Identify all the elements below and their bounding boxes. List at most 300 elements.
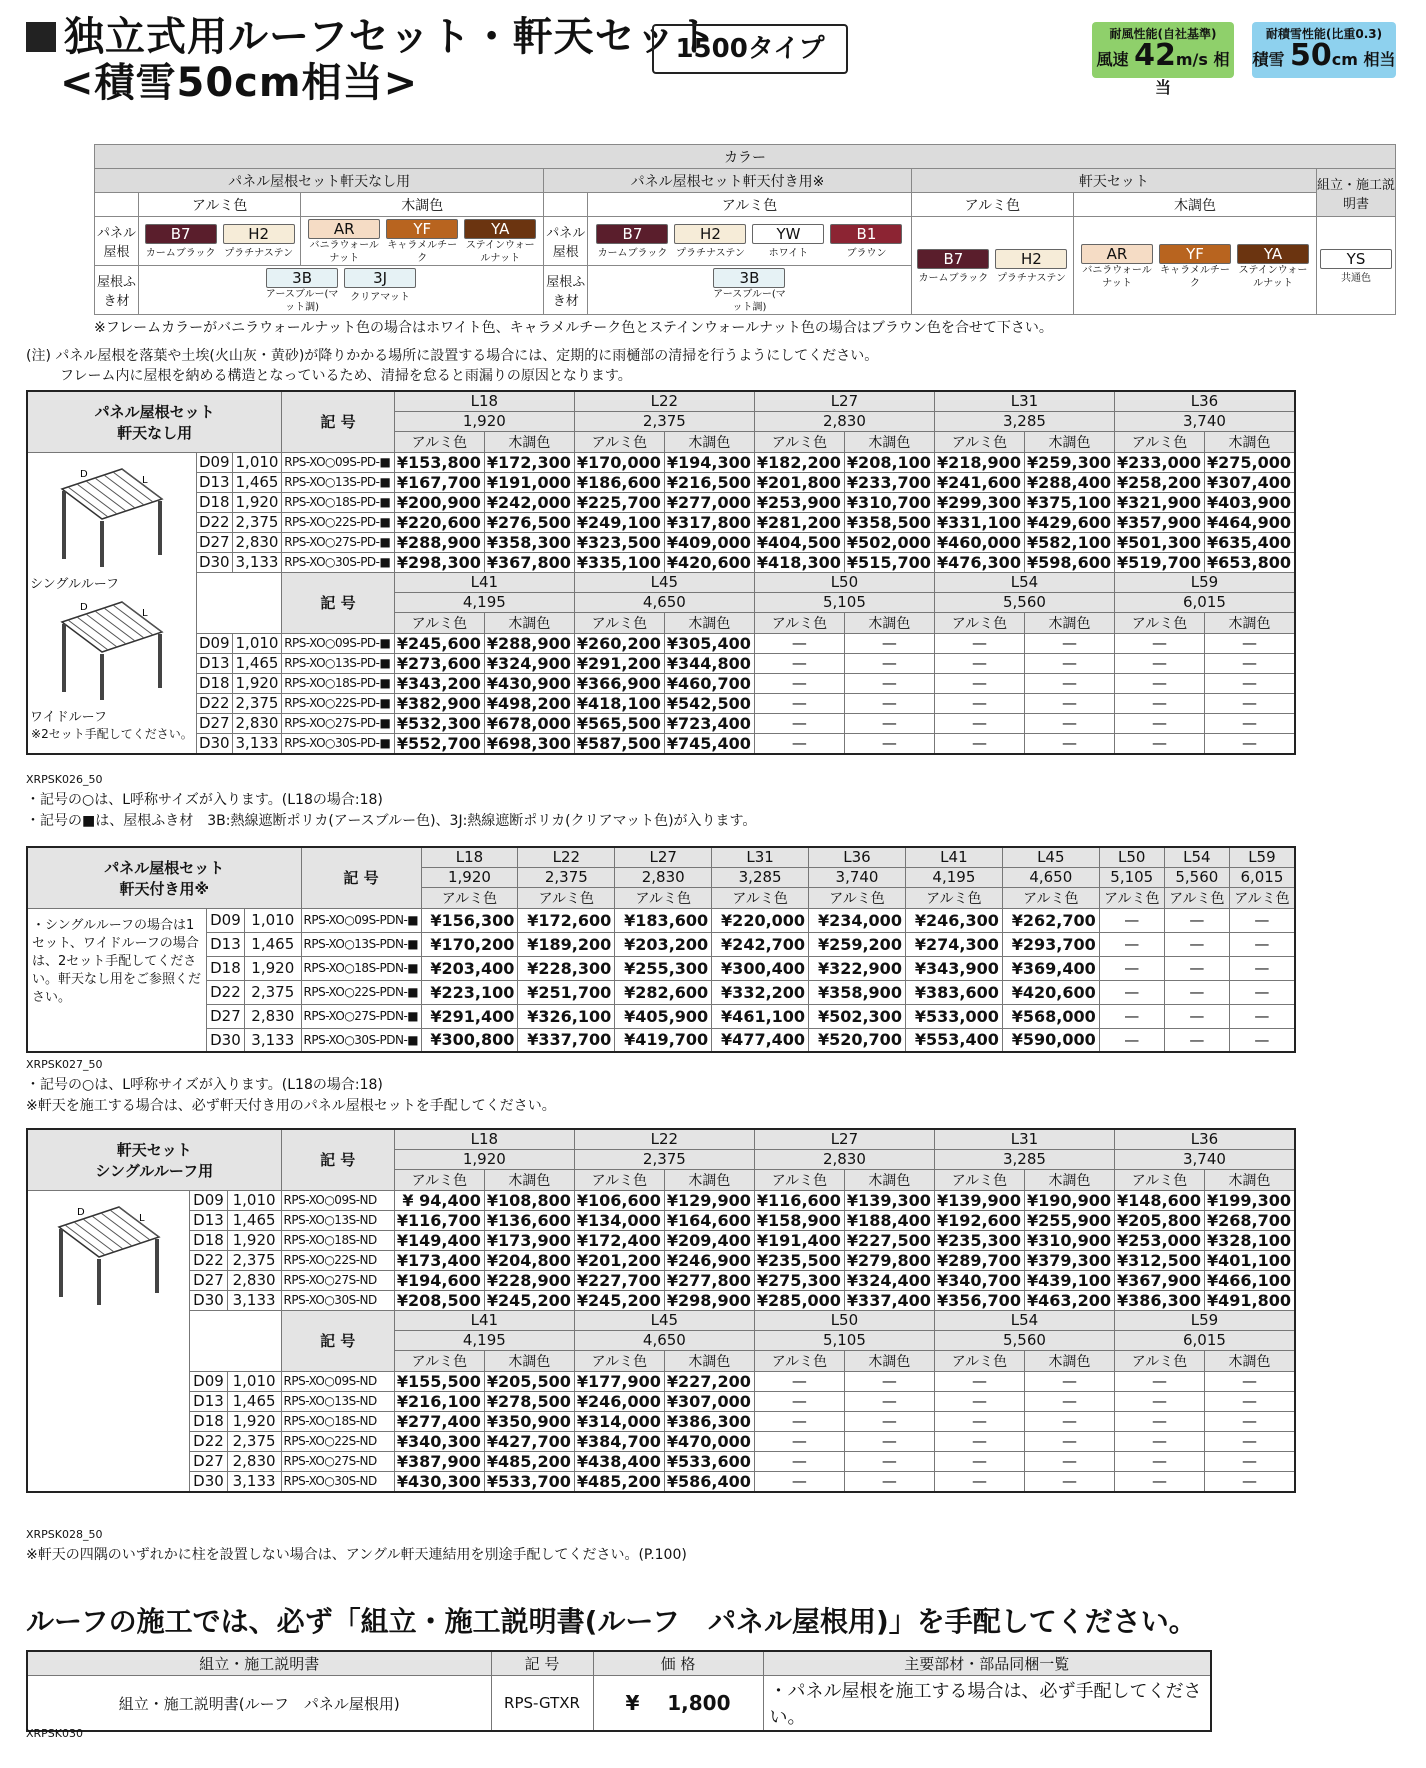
alumi-head: アルミ色: [905, 887, 1002, 908]
table1-note1: ・記号の○は、L呼称サイズが入ります。(L18の場合:18): [26, 792, 383, 808]
alumi-head: アルミ色: [1114, 431, 1204, 452]
d-mm: 1,465: [232, 472, 281, 492]
row-roof-label-2: 屋根ふき材: [544, 266, 588, 315]
l-mm: 3,740: [1114, 411, 1295, 431]
color-table-title: カラー: [95, 145, 1396, 169]
d-mm: 1,920: [232, 673, 281, 693]
l-head: L36: [1114, 1129, 1295, 1149]
price-cell: ¥430,900: [484, 673, 574, 693]
price-cell: —: [1164, 980, 1229, 1004]
price-cell: ¥209,400: [664, 1230, 754, 1250]
price-cell: ¥430,300: [394, 1471, 484, 1492]
price-cell: ¥194,300: [664, 452, 754, 472]
price-cell: ¥586,400: [664, 1471, 754, 1492]
swatch-yw: YW: [752, 224, 824, 244]
price-cell: ¥255,300: [615, 956, 712, 980]
l-mm: 2,830: [615, 867, 712, 887]
row-panel-label: パネル屋根: [95, 217, 139, 266]
color-group2: パネル屋根セット軒天付き用※: [544, 169, 912, 193]
product-code: RPS-XO○22S-PDN-■: [301, 980, 421, 1004]
price-cell: —: [754, 633, 844, 653]
manual-col2: 記 号: [491, 1651, 593, 1676]
price-cell: —: [1229, 1004, 1295, 1028]
price-cell: ¥189,200: [518, 932, 615, 956]
l-head: L45: [574, 1310, 754, 1330]
d-code: D30: [206, 1028, 244, 1052]
svg-text:L: L: [141, 474, 148, 486]
table1-note2: ・記号の■は、屋根ふき材 3B:熱線遮断ポリカ(アースブルー色)、3J:熱線遮断ポリカ(クリアマット色)が入ります。: [26, 813, 757, 829]
price-cell: ¥227,200: [664, 1371, 754, 1391]
swatch-ar: AR: [308, 219, 380, 239]
price-cell: ¥358,300: [484, 532, 574, 552]
price-cell: —: [1164, 1028, 1229, 1052]
kigo-head: 記 号: [282, 391, 395, 452]
price-cell: —: [1024, 1391, 1114, 1411]
price-cell: —: [1114, 1391, 1204, 1411]
price-cell: ¥324,900: [484, 653, 574, 673]
g2-alumi-swatches: [588, 217, 912, 266]
price-cell: ¥470,000: [664, 1431, 754, 1451]
manual-price: 1,800: [667, 1691, 731, 1715]
d-mm: 3,133: [227, 1290, 281, 1310]
d-code: D22: [196, 512, 232, 532]
l-head: L31: [712, 847, 809, 867]
d-code: D27: [190, 1270, 227, 1290]
price-cell: —: [754, 1431, 844, 1451]
price-cell: ¥259,300: [1024, 452, 1114, 472]
snow-performance-badge: [1252, 22, 1396, 78]
table2-code: XRPSK027_50: [26, 1058, 103, 1071]
swatch-name: カームブラック: [597, 248, 668, 259]
product-code: RPS-XO○09S-ND: [281, 1190, 394, 1210]
price-cell: ¥723,400: [664, 713, 754, 733]
price-cell: ¥116,700: [394, 1210, 484, 1230]
price-cell: ¥427,700: [484, 1431, 574, 1451]
d-code: D22: [206, 980, 244, 1004]
price-cell: ¥228,300: [518, 956, 615, 980]
d-mm: 2,375: [245, 980, 301, 1004]
swatch-name: ステインウォールナット: [1238, 264, 1308, 289]
row-roof-label: 屋根ふき材: [95, 266, 139, 315]
d-mm: 1,010: [232, 452, 281, 472]
price-cell: ¥324,400: [844, 1270, 934, 1290]
price-cell: ¥245,600: [394, 633, 484, 653]
wood-head: 木調色: [1204, 431, 1295, 452]
l-mm: 6,015: [1229, 867, 1295, 887]
wood-head: 木調色: [844, 431, 934, 452]
price-cell: ¥300,400: [712, 956, 809, 980]
color-group1: パネル屋根セット軒天なし用: [95, 169, 544, 193]
price-cell: ¥635,400: [1204, 532, 1295, 552]
price-cell: ¥281,200: [754, 512, 844, 532]
price-cell: ¥173,400: [394, 1250, 484, 1270]
price-cell: ¥322,900: [809, 956, 906, 980]
d-code: D30: [196, 733, 232, 754]
price-cell: ¥277,000: [664, 492, 754, 512]
price-cell: ¥170,000: [574, 452, 664, 472]
price-cell: —: [1229, 1028, 1295, 1052]
price-cell: ¥218,900: [934, 452, 1024, 472]
product-code: RPS-XO○30S-PDN-■: [301, 1028, 421, 1052]
price-table-1: [26, 390, 1296, 755]
d-mm: 2,830: [227, 1451, 281, 1471]
price-cell: ¥745,400: [664, 733, 754, 754]
g1-alumi-swatches: [139, 217, 301, 266]
alumi-head: アルミ色: [518, 887, 615, 908]
d-mm: 1,465: [232, 653, 281, 673]
price-cell: ¥307,400: [1204, 472, 1295, 492]
d-mm: 1,920: [227, 1230, 281, 1250]
swatch-h2: H2: [223, 224, 295, 244]
price-cell: ¥255,900: [1024, 1210, 1114, 1230]
price-cell: ¥242,700: [712, 932, 809, 956]
wood-head: 木調色: [484, 1169, 574, 1190]
d-code: D22: [190, 1431, 227, 1451]
price-cell: ¥466,100: [1204, 1270, 1295, 1290]
product-code: RPS-XO○30S-PD-■: [282, 552, 395, 572]
price-cell: ¥299,300: [934, 492, 1024, 512]
price-cell: ¥149,400: [394, 1230, 484, 1250]
price-cell: ¥208,500: [394, 1290, 484, 1310]
d-code: D18: [190, 1230, 227, 1250]
price-cell: —: [1204, 653, 1295, 673]
wood-head: 木調色: [1204, 612, 1295, 633]
price-cell: ¥344,800: [664, 653, 754, 673]
footer-heading: ルーフの施工では、必ず「組立・施工説明書(ルーフ パネル屋根用)」を手配してください。: [26, 1605, 1197, 1638]
l-mm: 3,285: [934, 1149, 1114, 1169]
wind-performance-badge: [1092, 22, 1234, 97]
swatch-ya: YA: [1237, 244, 1309, 264]
l-mm: 6,015: [1114, 592, 1295, 612]
product-code: RPS-XO○09S-PD-■: [282, 452, 395, 472]
product-code: RPS-XO○13S-ND: [281, 1391, 394, 1411]
price-cell: —: [934, 1451, 1024, 1471]
table3-code: XRPSK028_50: [26, 1528, 103, 1541]
color-group4: 組立・施工説明書: [1317, 169, 1396, 217]
price-cell: ¥192,600: [934, 1210, 1024, 1230]
price-cell: ¥379,300: [1024, 1250, 1114, 1270]
price-cell: ¥194,600: [394, 1270, 484, 1290]
price-cell: ¥245,200: [574, 1290, 664, 1310]
l-mm: 4,650: [1002, 867, 1099, 887]
price-cell: —: [844, 713, 934, 733]
wood-head: 木調色: [1204, 1169, 1295, 1190]
l-mm: 3,740: [809, 867, 906, 887]
swatch-name: キャラメルチーク: [1160, 264, 1230, 289]
table3-note1: ※軒天の四隅のいずれかに柱を設置しない場合は、アングル軒天連結用を別途手配してください。(P.100): [26, 1547, 687, 1563]
svg-text:D: D: [79, 601, 88, 613]
price-cell: —: [754, 1451, 844, 1471]
table2-note1: ・記号の○は、L呼称サイズが入ります。(L18の場合:18): [26, 1077, 383, 1093]
product-code: RPS-XO○13S-ND: [281, 1210, 394, 1230]
d-mm: 1,920: [245, 956, 301, 980]
price-cell: ¥565,500: [574, 713, 664, 733]
swatch-name: キャラメルチーク: [387, 240, 458, 264]
price-cell: ¥172,600: [518, 908, 615, 932]
price-cell: ¥262,700: [1002, 908, 1099, 932]
price-cell: ¥331,100: [934, 512, 1024, 532]
price-cell: ¥134,000: [574, 1210, 664, 1230]
price-cell: ¥314,000: [574, 1411, 664, 1431]
d-mm: 2,830: [232, 532, 281, 552]
price-cell: ¥419,700: [615, 1028, 712, 1052]
price-cell: ¥205,500: [484, 1371, 574, 1391]
l-head: L50: [754, 1310, 934, 1330]
l-mm: 4,195: [394, 1330, 574, 1350]
kigo-head-2: 記 号: [281, 1310, 394, 1371]
wind-prefix: 風速: [1096, 50, 1129, 69]
product-code: RPS-XO○27S-ND: [281, 1451, 394, 1471]
price-cell: ¥260,200: [574, 633, 664, 653]
price-cell: ¥300,800: [421, 1028, 518, 1052]
d-mm: 1,920: [232, 492, 281, 512]
table1-code: XRPSK026_50: [26, 773, 103, 786]
d-code: D09: [196, 633, 232, 653]
price-cell: —: [934, 653, 1024, 673]
price-cell: ¥108,800: [484, 1190, 574, 1210]
price-cell: ¥418,300: [754, 552, 844, 572]
d-mm: 3,133: [245, 1028, 301, 1052]
price-cell: ¥463,200: [1024, 1290, 1114, 1310]
price-cell: ¥375,100: [1024, 492, 1114, 512]
d-code: D13: [206, 932, 244, 956]
price-cell: ¥542,500: [664, 693, 754, 713]
price-cell: ¥249,100: [574, 512, 664, 532]
price-cell: ¥203,400: [421, 956, 518, 980]
d-code: D09: [206, 908, 244, 932]
price-cell: ¥188,400: [844, 1210, 934, 1230]
price-cell: —: [1024, 713, 1114, 733]
price-table-2: [26, 846, 1296, 1053]
price-cell: ¥477,400: [712, 1028, 809, 1052]
price-cell: ¥328,100: [1204, 1230, 1295, 1250]
l-mm: 1,920: [394, 411, 574, 431]
price-cell: —: [934, 1431, 1024, 1451]
alumi-head: アルミ色: [1229, 887, 1295, 908]
title-line1: 独立式用ルーフセット・軒天セット: [64, 14, 718, 60]
g3-alumi-head: アルミ色: [911, 193, 1073, 217]
price-cell: —: [1114, 1371, 1204, 1391]
wood-head: 木調色: [1024, 1350, 1114, 1371]
price-cell: —: [934, 673, 1024, 693]
swatch-3b: 3B: [713, 268, 785, 288]
price-cell: ¥241,600: [934, 472, 1024, 492]
price-cell: —: [1114, 673, 1204, 693]
price-cell: ¥678,000: [484, 713, 574, 733]
l-mm: 2,830: [754, 1149, 934, 1169]
price-cell: ¥387,900: [394, 1451, 484, 1471]
price-cell: —: [934, 1471, 1024, 1492]
price-cell: —: [1204, 1431, 1295, 1451]
d-code: D13: [196, 472, 232, 492]
price-cell: ¥288,400: [1024, 472, 1114, 492]
wood-head: 木調色: [1204, 1350, 1295, 1371]
roof-illustration-icon: [52, 459, 172, 569]
price-cell: ¥340,700: [934, 1270, 1024, 1290]
price-cell: ¥519,700: [1114, 552, 1204, 572]
price-cell: —: [1114, 653, 1204, 673]
d-mm: 2,830: [245, 1004, 301, 1028]
alumi-head: アルミ色: [754, 431, 844, 452]
alumi-head: アルミ色: [809, 887, 906, 908]
price-cell: —: [844, 733, 934, 754]
product-code: RPS-XO○18S-PDN-■: [301, 956, 421, 980]
svg-text:L: L: [138, 1212, 145, 1224]
alumi-head: アルミ色: [421, 887, 518, 908]
alumi-head: アルミ色: [574, 1169, 664, 1190]
price-cell: —: [1099, 980, 1164, 1004]
g3-alumi-swatches: [911, 217, 1073, 315]
l-head: L59: [1229, 847, 1295, 867]
price-cell: ¥461,100: [712, 1004, 809, 1028]
price-cell: ¥246,000: [574, 1391, 664, 1411]
d-mm: 2,375: [232, 693, 281, 713]
l-head: L22: [574, 1129, 754, 1149]
price-cell: ¥515,700: [844, 552, 934, 572]
price-cell: ¥460,000: [934, 532, 1024, 552]
swatch-yf: YF: [1159, 244, 1231, 264]
swatch-name: カームブラック: [918, 272, 989, 284]
price-cell: ¥501,300: [1114, 532, 1204, 552]
price-cell: ¥227,500: [844, 1230, 934, 1250]
price-cell: —: [754, 1471, 844, 1492]
price-cell: ¥291,200: [574, 653, 664, 673]
price-cell: ¥191,400: [754, 1230, 844, 1250]
table3-grid: [26, 1128, 1296, 1493]
d-code: D13: [190, 1210, 227, 1230]
d-mm: 1,010: [227, 1371, 281, 1391]
price-cell: —: [1099, 1004, 1164, 1028]
l-head: L36: [1114, 391, 1295, 411]
swatch-name: ブラウン: [846, 248, 887, 259]
price-cell: ¥310,700: [844, 492, 934, 512]
price-cell: ¥173,900: [484, 1230, 574, 1250]
g3-wood-head: 木調色: [1074, 193, 1317, 217]
product-code: RPS-XO○13S-PD-■: [282, 472, 395, 492]
alumi-head: アルミ色: [574, 612, 664, 633]
swatch-name: アースブルー(マット調): [713, 289, 786, 313]
price-cell: —: [1164, 1004, 1229, 1028]
price-cell: ¥172,400: [574, 1230, 664, 1250]
price-cell: ¥485,200: [484, 1451, 574, 1471]
d-code: D13: [196, 653, 232, 673]
d-code: D09: [190, 1371, 227, 1391]
price-cell: ¥275,300: [754, 1270, 844, 1290]
d-code: D27: [190, 1451, 227, 1471]
l-mm: 5,560: [1164, 867, 1229, 887]
d-code: D22: [196, 693, 232, 713]
price-cell: —: [1204, 633, 1295, 653]
color-table: [94, 144, 1396, 315]
roof-illustration-icon: [49, 1197, 169, 1307]
swatch-name: アースブルー(マット調): [265, 289, 339, 313]
alumi-head: アルミ色: [1164, 887, 1229, 908]
price-cell: ¥698,300: [484, 733, 574, 754]
price-cell: ¥216,100: [394, 1391, 484, 1411]
price-cell: ¥358,900: [809, 980, 906, 1004]
d-code: D22: [190, 1250, 227, 1270]
g1-wood-head: 木調色: [301, 193, 544, 217]
price-cell: ¥403,900: [1204, 492, 1295, 512]
price-cell: ¥220,600: [394, 512, 484, 532]
price-table-3: [26, 1128, 1296, 1493]
l-mm: 2,375: [574, 411, 754, 431]
price-cell: —: [1024, 673, 1114, 693]
price-cell: ¥382,900: [394, 693, 484, 713]
manual-col4: 主要部材・部品同梱一覧: [763, 1651, 1211, 1676]
wind-value: 42: [1134, 38, 1176, 73]
l-head: L50: [754, 572, 934, 592]
swatch-name: 共通色: [1341, 272, 1371, 284]
wood-head: 木調色: [844, 1350, 934, 1371]
table3-name: 軒天セット シングルルーフ用: [27, 1129, 281, 1190]
price-cell: ¥170,200: [421, 932, 518, 956]
price-cell: —: [844, 1471, 934, 1492]
price-cell: ¥203,200: [615, 932, 712, 956]
price-cell: ¥139,900: [934, 1190, 1024, 1210]
price-cell: —: [1204, 1391, 1295, 1411]
l-mm: 3,285: [934, 411, 1114, 431]
snow-prefix: 積雪: [1252, 50, 1285, 69]
price-cell: —: [1114, 1411, 1204, 1431]
price-cell: ¥277,400: [394, 1411, 484, 1431]
d-code: D09: [196, 452, 232, 472]
d-mm: 3,133: [227, 1471, 281, 1492]
table3-illustrations: [27, 1190, 190, 1492]
l-head: L54: [934, 1310, 1114, 1330]
swatch-ar: AR: [1081, 244, 1153, 264]
l-head: L45: [1002, 847, 1099, 867]
price-cell: ¥502,000: [844, 532, 934, 552]
price-cell: —: [844, 1431, 934, 1451]
price-cell: ¥476,300: [934, 552, 1024, 572]
price-cell: ¥216,500: [664, 472, 754, 492]
price-cell: ¥520,700: [809, 1028, 906, 1052]
price-cell: —: [1024, 1451, 1114, 1471]
g3-wood-swatches: [1074, 217, 1317, 315]
d-mm: 1,465: [227, 1391, 281, 1411]
product-code: RPS-XO○13S-PD-■: [282, 653, 395, 673]
price-cell: ¥200,900: [394, 492, 484, 512]
product-code: RPS-XO○27S-PD-■: [282, 532, 395, 552]
d-mm: 3,133: [232, 552, 281, 572]
product-code: RPS-XO○18S-PD-■: [282, 492, 395, 512]
price-cell: ¥288,900: [484, 633, 574, 653]
color-group3: 軒天セット: [911, 169, 1316, 193]
price-cell: ¥289,700: [934, 1250, 1024, 1270]
d-code: D09: [190, 1190, 227, 1210]
product-code: RPS-XO○09S-ND: [281, 1371, 394, 1391]
price-cell: ¥186,600: [574, 472, 664, 492]
d-mm: 1,920: [227, 1411, 281, 1431]
snow-label: 耐積雪性能(比重0.3): [1265, 27, 1383, 41]
price-cell: ¥225,700: [574, 492, 664, 512]
wood-head: 木調色: [1024, 431, 1114, 452]
l-head: L59: [1114, 1310, 1295, 1330]
page-title: [26, 14, 718, 106]
price-cell: ¥191,000: [484, 472, 574, 492]
swatch-ya: YA: [464, 219, 536, 239]
swatch-name: プラチナステン: [676, 248, 745, 259]
l-head: L31: [934, 1129, 1114, 1149]
price-cell: —: [1204, 1471, 1295, 1492]
swatch-name: ステインウォールナット: [465, 240, 535, 264]
swatch-name: カームブラック: [145, 248, 216, 259]
price-cell: —: [934, 633, 1024, 653]
alumi-head: アルミ色: [394, 431, 484, 452]
l-head: L18: [394, 391, 574, 411]
price-cell: ¥251,700: [518, 980, 615, 1004]
